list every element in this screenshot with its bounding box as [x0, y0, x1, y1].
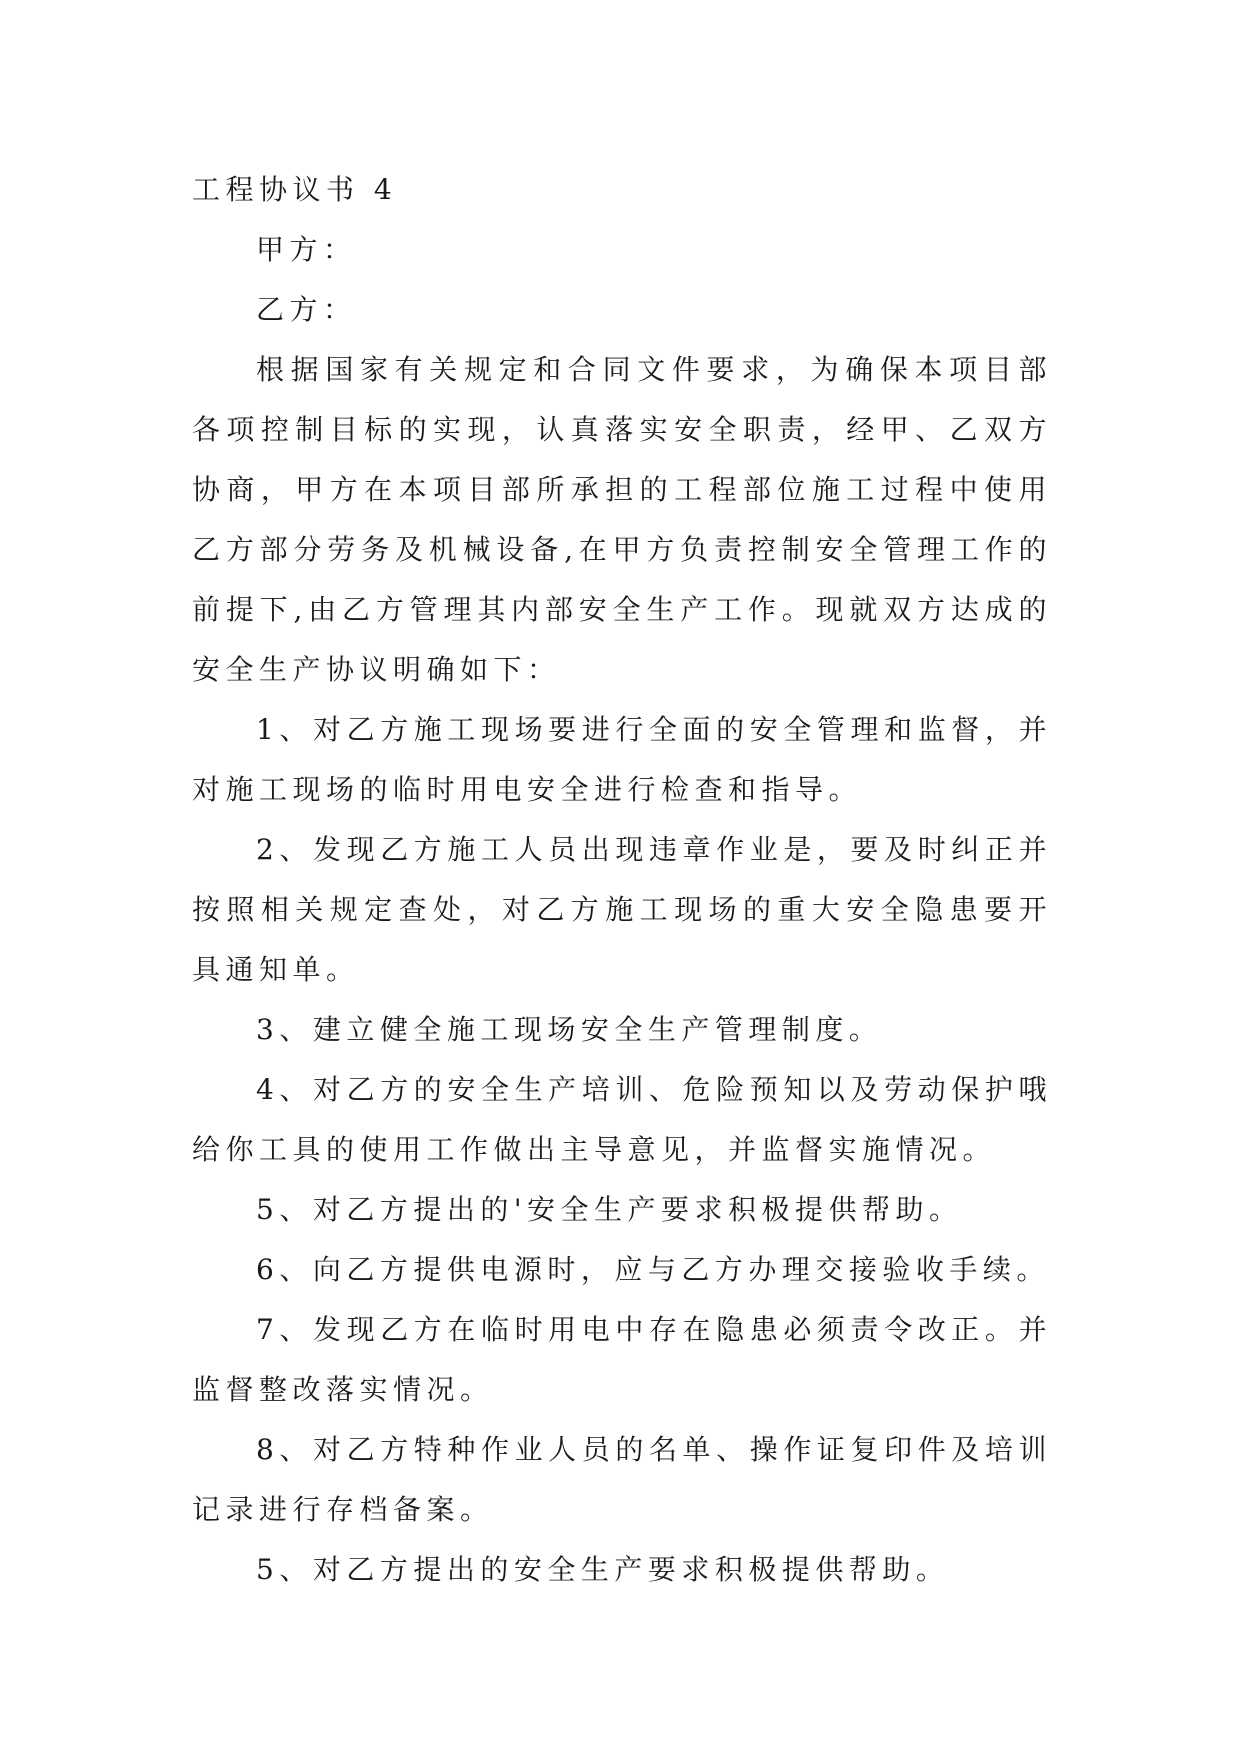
- clause-8: 8、对乙方特种作业人员的名单、操作证复印件及培训记录进行存档备案。: [192, 1433, 1052, 1526]
- clause-4: 4、对乙方的安全生产培训、危险预知以及劳动保护哦给你工具的使用工作做出主导意见，并监督实施情况。: [192, 1073, 1052, 1166]
- clause-6: 6、向乙方提供电源时，应与乙方办理交接验收手续。: [256, 1253, 1050, 1286]
- document-title: 工程协议书 4: [192, 173, 398, 206]
- clause-7: 7、发现乙方在临时用电中存在隐患必须责令改正。并监督整改落实情况。: [192, 1313, 1052, 1406]
- party-a-line: 甲方：: [256, 233, 357, 266]
- clause-5: 5、对乙方提出的'安全生产要求积极提供帮助。: [256, 1193, 963, 1226]
- party-b-line: 乙方：: [256, 293, 357, 326]
- preamble-paragraph: 根据国家有关规定和合同文件要求，为确保本项目部各项控制目标的实现，认真落实安全职责，经甲、乙双方协商，甲方在本项目部所承担的工程部位施工过程中使用乙方部分劳务及机械设备,在甲方负责控制安全管理工作的前提下,由乙方管理其内部安全生产工作。现就双方达成的安全生产协议明确如下：: [192, 353, 1052, 686]
- document-body: [192, 160, 1052, 1600]
- clause-5-repeat: 5、对乙方提出的安全生产要求积极提供帮助。: [256, 1553, 950, 1586]
- clause-3: 3、建立健全施工现场安全生产管理制度。: [256, 1013, 883, 1046]
- clause-2: 2、发现乙方施工人员出现违章作业是，要及时纠正并按照相关规定查处，对乙方施工现场的重大安全隐患要开具通知单。: [192, 833, 1052, 986]
- clause-1: 1、对乙方施工现场要进行全面的安全管理和监督，并对施工现场的临时用电安全进行检查和指导。: [192, 713, 1052, 806]
